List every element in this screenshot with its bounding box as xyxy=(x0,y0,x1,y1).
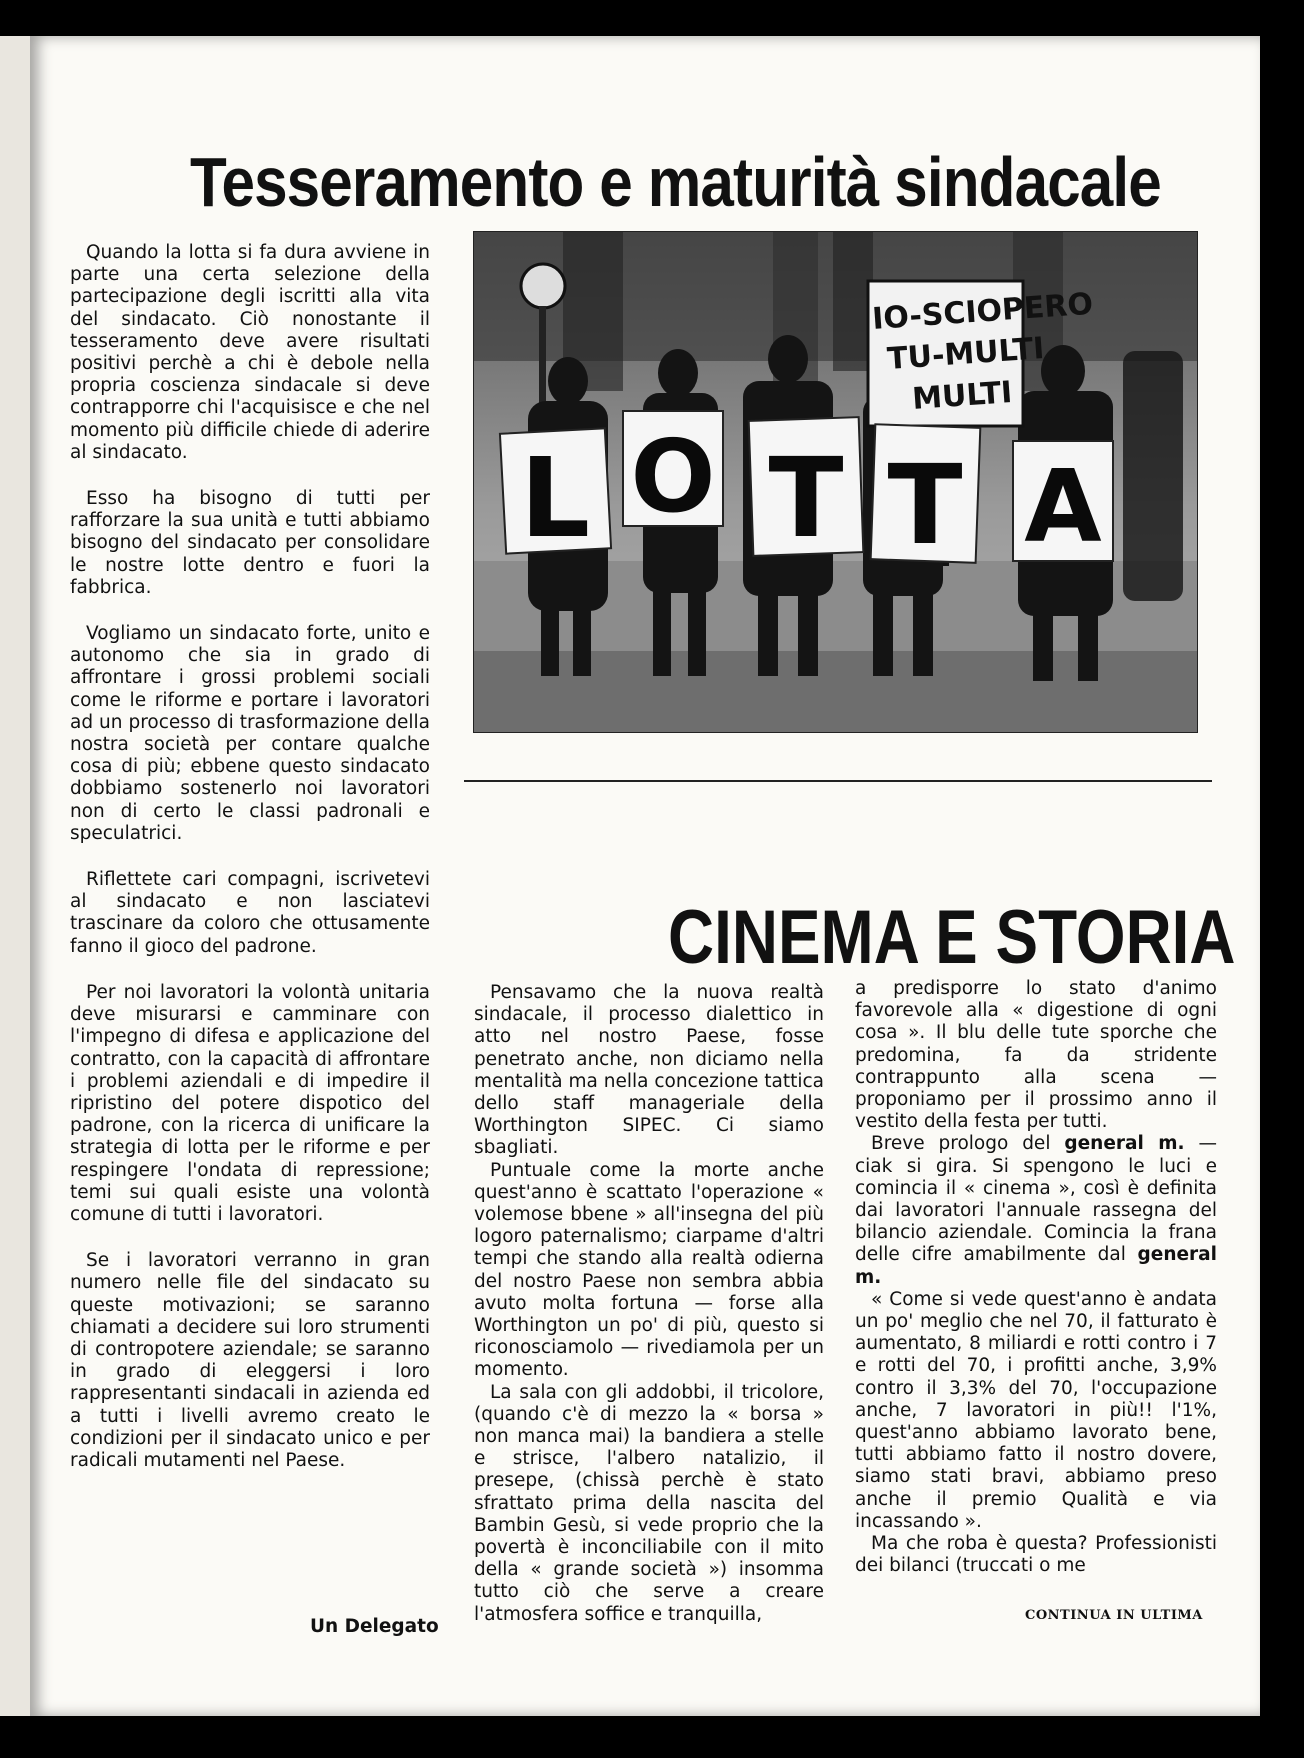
paragraph: Puntuale come la morte anche quest'anno è scattato l'operazione « volemose bbene » all'insegna del più logoro paternalismo; ciarpame d'altri tempi che stando alla realtà odierna del nostro Paese non sembra abbia avuto molta fortuna — forse alla Worthington un po' di più, questo si riconosciamolo — rivediamola per un momento. xyxy=(474,1159,824,1381)
paragraph: « Come si vede quest'anno è andata un po' meglio che nel 70, il fatturato è aumentato, 8 miliardi e rotti contro i 7 e rotti del 70, i profitti anche, 3,9% contro il 3,3% del 70, l'occupazione anche, 7 lavoratori in più!! l'1%, quest'anno abbiamo lavorato bene, tutti abbiamo fatto il nostro dovere, siamo stati bravi, abbiamo preso anche il premio Qualità e via incassando ». xyxy=(855,1288,1217,1532)
section-title: CINEMA E STORIA xyxy=(668,895,1236,981)
paragraph: Se i lavoratori verranno in gran numero nelle file del sindacato su queste motivazioni; se saranno chiamati a decidere sui loro strumenti di contropotere aziendale; se saranno in grado di eleggersi i loro rappresentanti sindacali in azienda ed a tutti i livelli avremo creato le condizioni per il sindacato unico e per radicali mutamenti nel Paese. xyxy=(70,1250,430,1471)
paragraph: a predisporre lo stato d'animo favorevole alla « digestione di ogni cosa ». Il blu delle tute sporche che predomina, fa da stridente contrappunto alla scena — proponiamo per il prossimo anno il vestito della festa per tutti. xyxy=(855,978,1217,1133)
paragraph: Per noi lavoratori la volontà unitaria deve misurarsi e camminare con l'impegno di difesa e applicazione del contratto, con la capacità di affrontare i problemi aziendali e di impedire il ripristino del potere dispotico del padrone, con la ricerca di unificare la strategia di lotta per le riforme e per respingere l'ondata di repressione; temi sui quali esiste una volontà comune di tutti i lavoratori. xyxy=(70,981,430,1225)
sign-letter: L xyxy=(519,434,591,562)
text-run: — ciak si gira. Si spengono le luci e comincia il « cinema », così è definita dai lavoratori l'annuale rassegna del bilancio aziendale. Comincia la frana delle cifre amabilmente dal xyxy=(855,1133,1217,1266)
right-article-column xyxy=(855,978,1217,1577)
protest-photo-graphic xyxy=(473,231,1198,733)
article-signature: Un Delegato xyxy=(310,1616,439,1637)
paragraph: Quando la lotta si fa dura avviene in parte una certa selezione della partecipazione degli iscritti alla vita del sindacato. Ciò nonostante il tesseramento deve avere risultati positivi perchè a chi è debole nella propria coscienza sindacale si deve contrapporre chi l'acquisisce e che nel momento più difficile chiede di aderire al sindacato. xyxy=(70,242,430,463)
paragraph xyxy=(855,1133,1217,1288)
text-run: Breve prologo del xyxy=(871,1133,1065,1155)
banner-text: MULTI xyxy=(911,375,1014,417)
banner-text: IO-SCIOPERO xyxy=(871,286,1095,337)
sign-letter: T xyxy=(768,434,844,562)
left-article-column xyxy=(70,242,430,1496)
paragraph: Esso ha bisogno di tutti per rafforzare la sua unità e tutti abbiamo bisogno del sindacato per consolidare le nostre lotte dentro e fuori la fabbrica. xyxy=(70,488,430,598)
paragraph: Pensavamo che la nuova realtà sindacale, il processo dialettico in atto nel nostro Paese, fosse penetrato anche, non diciamo nella mentalità ma nella concezione tattica dello staff manageriale della Worthington SIPEC. Ci siamo sbagliati. xyxy=(474,982,824,1159)
bold-text: general m. xyxy=(1064,1133,1185,1155)
sign-letter: T xyxy=(887,441,963,569)
binding-edge xyxy=(0,36,30,1716)
bold-text: general m. xyxy=(855,1244,1217,1288)
sign-letter: O xyxy=(630,418,716,535)
paragraph: Riflettete cari compagni, iscrivetevi al sindacato e non lasciatevi trascinare da coloro che ottusamente fanno il gioco del padrone. xyxy=(70,869,430,957)
article-title: Tesseramento e maturità sindacale xyxy=(190,142,1161,221)
paragraph: Vogliamo un sindacato forte, unito e autonomo che sia in grado di affrontare i grossi problemi sociali come le riforme e portare i lavoratori ad un processo di trasformazione della nostra società per contare qualche cosa di più; ebbene questo sindacato dobbiamo sostenerlo noi lavoratori non di certo le classi padronali e speculatrici. xyxy=(70,623,430,844)
protest-photo xyxy=(473,231,1198,733)
sign-letter: A xyxy=(1024,448,1102,565)
paragraph: Ma che roba è questa? Professionisti dei bilanci (truccati o me xyxy=(855,1533,1217,1577)
continued-note: CONTINUA IN ULTIMA xyxy=(1025,1608,1203,1623)
middle-article-column xyxy=(474,982,824,1626)
section-divider xyxy=(464,780,1212,782)
banner-text: TU-MULTI xyxy=(886,331,1046,377)
paragraph: La sala con gli addobbi, il tricolore, (quando c'è di mezzo la « borsa » non manca mai) la bandiera a stelle e strisce, l'albero natalizio, il presepe, (chissà perchè è stato sfrattato prima della nascita del Bambin Gesù, si vede proprio che la povertà è inconciliabile con il mito della « grande società ») insomma tutto ciò che serve a creare l'atmosfera soffice e tranquilla, xyxy=(474,1381,824,1625)
